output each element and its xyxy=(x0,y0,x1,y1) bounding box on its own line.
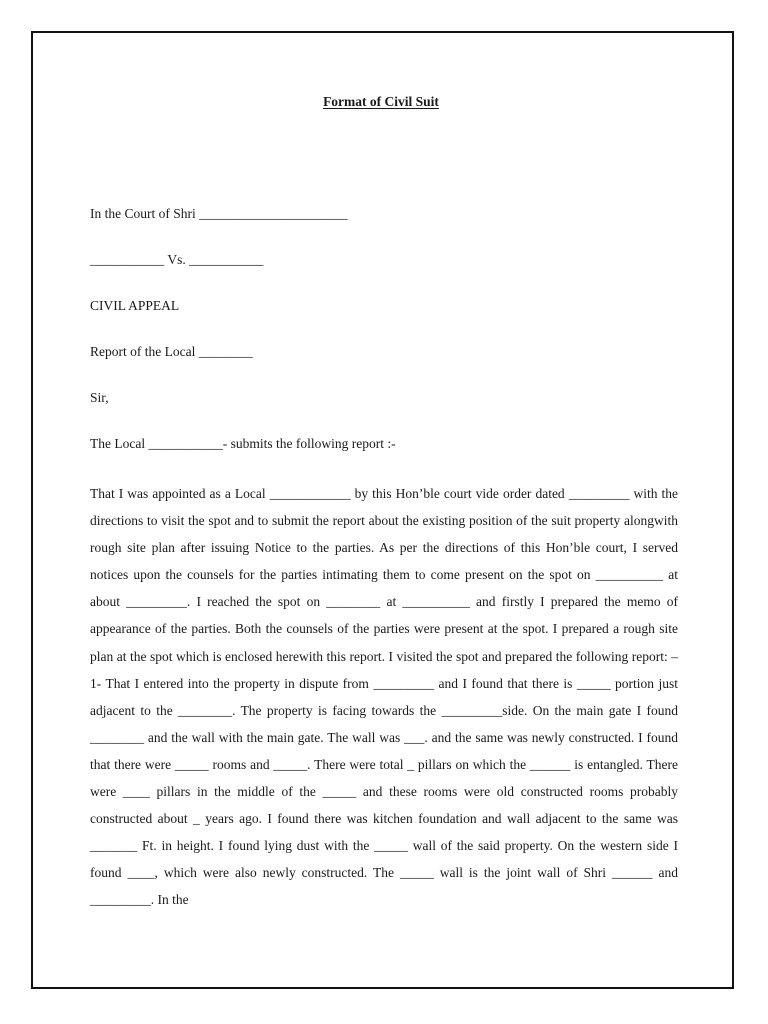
salutation: Sir, xyxy=(90,390,109,405)
document-title: Format of Civil Suit xyxy=(323,94,439,109)
versus-line: ___________ Vs. ___________ xyxy=(90,252,264,267)
report-line: Report of the Local ________ xyxy=(90,344,253,359)
intro-line: The Local ___________- submits the following report :- xyxy=(90,436,396,451)
court-line: In the Court of Shri ______________________ xyxy=(90,206,348,221)
report-body-paragraph: That I was appointed as a Local ____________ by this Hon’ble court vide order dated _________ with the directions to visit the spot and to submit the report about the existing position of the suit property alongwith rough site plan after issuing Notice to the parties. As per the directions of this Hon’ble court, I served notices upon the counsels for the parties intimating them to come present on the spot on __________ at about _________. I reached the spot on ________ at __________ and firstly I prepared the memo of appearance of the parties. Both the counsels of the parties were present at the spot. I prepared a rough site plan at the spot which is enclosed herewith this report. I visited the spot and prepared the following report: – 1- That I entered into the property in dispute from _________ and I found that there is _____ portion just adjacent to the ________. The property is facing towards the _________side. On the main gate I found ________ and the wall with the main gate. The wall was ___. and the same was newly constructed. I found that there were _____ rooms and _____. There were total _ pillars on which the ______ is entangled. There were ____ pillars in the middle of the _____ and these rooms were old constructed rooms probably constructed about _ years ago. I found there was kitchen foundation and wall adjacent to the same was _______ Ft. in height. I found lying dust with the _____ wall of the said property. On the western side I found ____, which were also newly constructed. The _____ wall is the joint wall of Shri ______ and _________. In the xyxy=(90,486,678,908)
appeal-type: CIVIL APPEAL xyxy=(90,298,180,313)
